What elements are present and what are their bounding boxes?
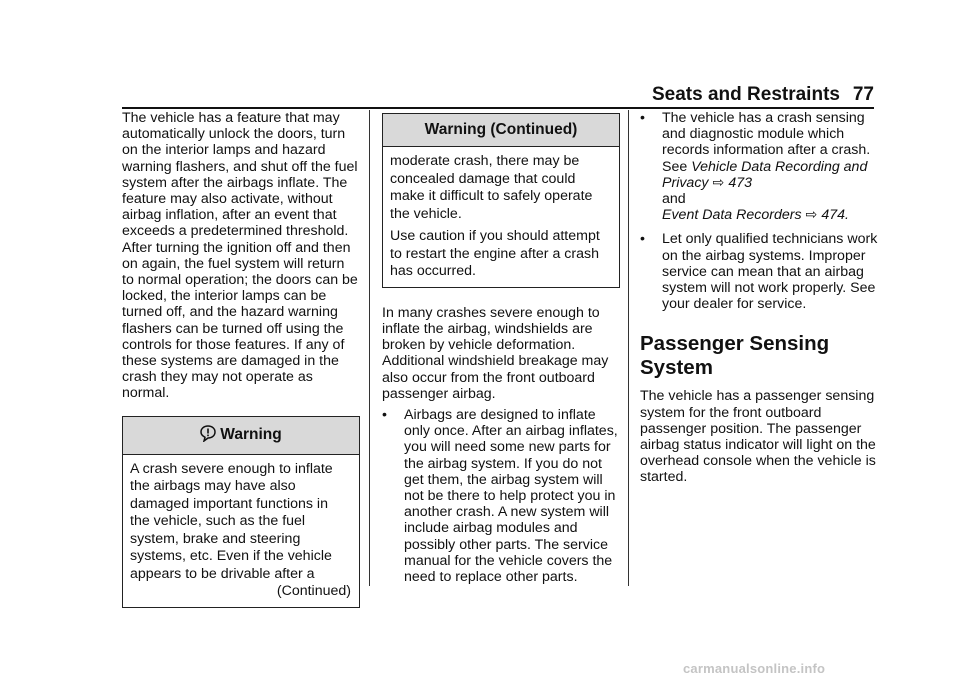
passenger-sensing-paragraph: The vehicle has a passenger sensing system for the front outboard passenger position. The passenger airbag status indicator will light on the overhead console when the vehicle is started.: [640, 388, 876, 486]
column-1: [122, 110, 360, 608]
warning-header: [123, 417, 359, 455]
list-item: [640, 110, 878, 223]
ref-link-event-recorders[interactable]: Event Data Recorders: [662, 207, 802, 224]
ref-link-data-recording[interactable]: Vehicle Data Recording and Privacy: [662, 158, 868, 191]
page-number: 77: [852, 84, 874, 105]
continued-label: (Continued): [276, 583, 351, 600]
warning-icon: [200, 425, 216, 446]
warning-body: [123, 455, 359, 607]
bullet-text: Airbags are designed to inflate only once. After an airbag inflates, you will need some new parts for the airbag system. If you do not get them, the airbag system will not be there to help protect you in another crash. A new system will include airbag modules and possibly other parts. The service manual for the vehicle covers the need to replace other parts.: [404, 406, 618, 585]
section-title-header: Seats and Restraints: [652, 84, 840, 105]
bullet-marker: •: [640, 231, 645, 248]
warning-text: A crash severe enough to inflate the airbags may have also damaged important functions in the vehicle, such as the fuel system, brake and steering systems, etc. Even if the vehicle appears to be drivable after a: [130, 460, 333, 582]
column-2: [382, 110, 620, 585]
list-item: [640, 231, 878, 312]
warning-continued-text-2: Use caution if you should attempt to restart the engine after a crash has occurred.: [390, 228, 600, 280]
ref-arrow-icon: ⇨: [712, 174, 725, 191]
and-text: and: [662, 191, 686, 208]
intro-paragraph: The vehicle has a feature that may automatically unlock the doors, turn on the interior lamps and hazard warning flashers, and shut off the fuel system after the airbags inflate. The feature may also activate, without airbag inflation, after an event that exceeds a predetermined threshold. After turning the ignition off and then on again, the fuel system will return to normal operation; the doors can be locked, the interior lamps can be turned off, and the hazard warning flashers can be turned off using the controls for those features. If any of these systems are damaged in the crash they may not operate as normal.: [122, 110, 358, 402]
column-3: [640, 110, 878, 486]
watermark: carmanualsonline.info: [683, 661, 826, 676]
warning-box: [122, 416, 360, 608]
windshield-paragraph: In many crashes severe enough to inflate the airbag, windshields are broken by vehicle deformation. Additional windshield breakage may also occur from the front outboard passenger airbag.: [382, 304, 609, 402]
column-divider-1: [369, 110, 370, 586]
warning-continued-header: Warning (Continued): [383, 114, 619, 147]
warning-continued-text-1: moderate crash, there may be concealed damage that could make it difficult to safely operate the vehicle.: [390, 153, 593, 222]
warning-continued-box: [382, 113, 620, 288]
bullet-text: Let only qualified technicians work on the airbag systems. Improper service can mean that an airbag system will not work properly. See your dealer for service.: [662, 231, 878, 313]
ref-arrow-icon: ⇨: [805, 207, 818, 224]
ref-page-2[interactable]: 474.: [821, 207, 849, 224]
page-header: [652, 84, 874, 106]
header-rule: [122, 107, 874, 109]
list-item: [382, 407, 620, 585]
bullet-text: The vehicle has a crash sensing and diagnostic module which records information after a crash. See: [662, 110, 871, 175]
ref-page-1[interactable]: 473: [728, 174, 752, 191]
section-heading: Passenger Sensing System: [640, 332, 830, 380]
warning-title: Warning: [220, 425, 282, 443]
bullet-marker: •: [640, 110, 645, 126]
warning-continued-body: [383, 147, 619, 287]
column-divider-2: [628, 110, 629, 586]
bullet-marker: •: [382, 406, 387, 423]
